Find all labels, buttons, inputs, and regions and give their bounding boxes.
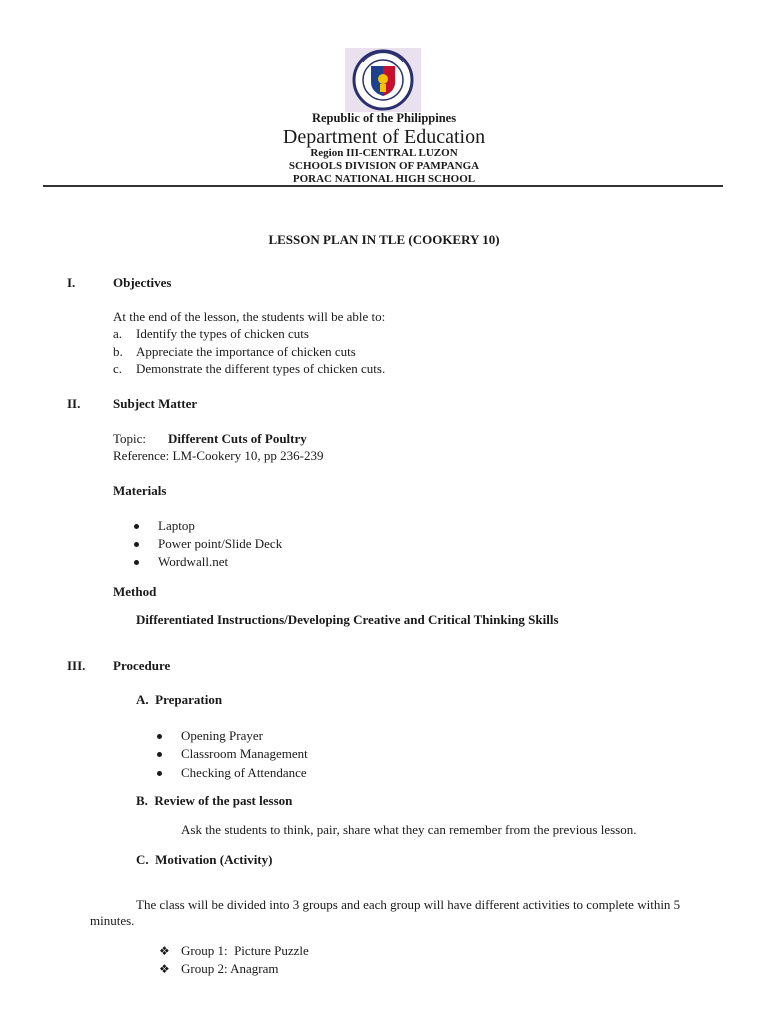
objective-marker: c. [113, 361, 123, 376]
objective-marker: a. [113, 326, 123, 341]
review-heading: B. Review of the past lesson [136, 793, 293, 808]
procedure-heading: Procedure [113, 658, 171, 673]
objectives-intro: At the end of the lesson, the students will be able to: [113, 309, 386, 324]
objective-item: Appreciate the importance of chicken cuts [136, 344, 356, 359]
division-line: SCHOOLS DIVISION OF PAMPANGA [288, 160, 480, 172]
topic-label: Topic: [113, 431, 147, 446]
objective-marker: b. [113, 344, 123, 359]
preparation-item: Checking of Attendance [181, 765, 307, 780]
section-numeral: III. [67, 658, 86, 673]
reference-line: Reference: LM-Cookery 10, pp 236-239 [113, 448, 324, 463]
document-title: LESSON PLAN IN TLE (COOKERY 10) [268, 232, 500, 247]
school-line: PORAC NATIONAL HIGH SCHOOL [292, 173, 476, 185]
subject-matter-heading: Subject Matter [113, 396, 198, 411]
material-item: Laptop [158, 518, 195, 533]
department-title: Department of Education [282, 126, 486, 148]
preparation-item: Opening Prayer [181, 728, 263, 743]
objective-item: Identify the types of chicken cuts [136, 326, 309, 341]
header-divider [43, 185, 723, 187]
method-heading: Method [113, 584, 157, 599]
preparation-item: Classroom Management [181, 746, 308, 761]
section-numeral: II. [67, 396, 81, 411]
method-value: Differentiated Instructions/Developing Creative and Critical Thinking Skills [136, 612, 559, 627]
materials-heading: Materials [113, 483, 167, 498]
review-text: Ask the students to think, pair, share what they can remember from the previous lesson. [181, 822, 637, 837]
region-line: Region III-CENTRAL LUZON [310, 147, 458, 159]
republic-line: Republic of the Philippines [311, 111, 457, 125]
preparation-heading: A. Preparation [136, 692, 223, 707]
motivation-text: The class will be divided into 3 groups and each group will have different activities to complete within 5 minutes. [90, 897, 681, 928]
objectives-heading: Objectives [113, 275, 172, 290]
topic-value: Different Cuts of Poultry [168, 431, 307, 446]
material-item: Power point/Slide Deck [158, 536, 283, 551]
objective-item: Demonstrate the different types of chicken cuts. [136, 361, 386, 376]
group-item: ❖ Group 1: Picture Puzzle [181, 943, 309, 959]
group-item: ❖ Group 2: Anagram [181, 961, 278, 977]
section-numeral: I. [67, 275, 76, 290]
motivation-heading: C. Motivation (Activity) [136, 852, 273, 867]
material-item: Wordwall.net [158, 554, 229, 569]
deped-seal-logo [345, 48, 421, 112]
